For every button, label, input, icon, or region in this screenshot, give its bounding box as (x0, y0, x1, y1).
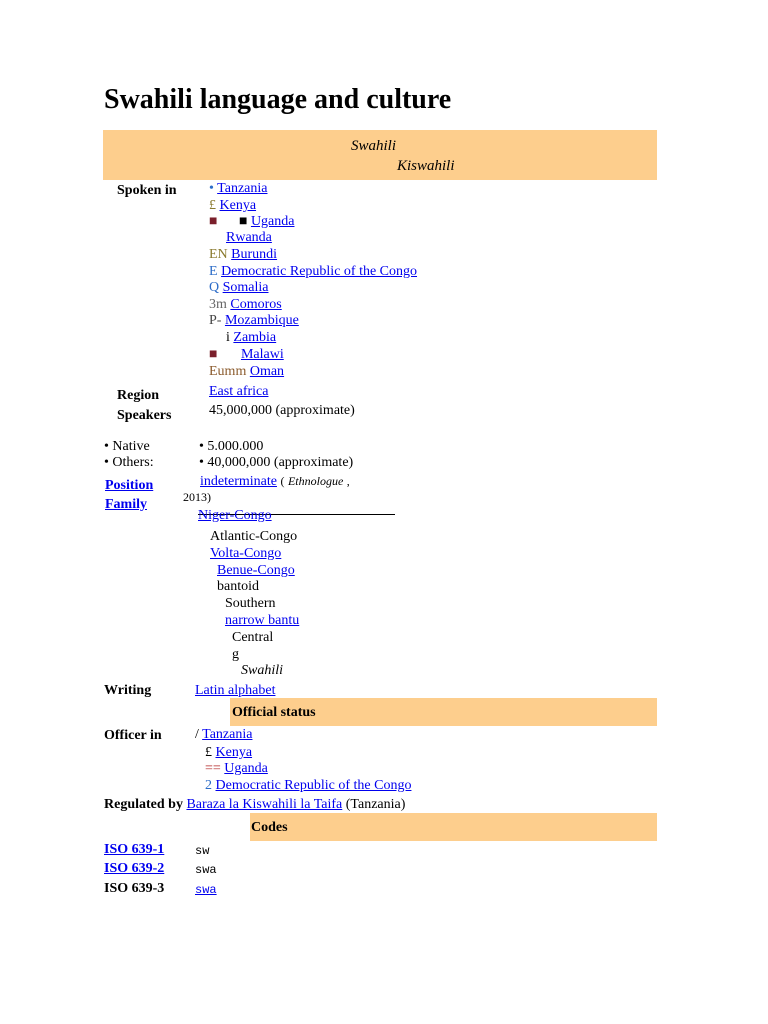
country-row (209, 314, 299, 328)
iso-639-1-link[interactable]: ISO 639-1 (104, 842, 165, 857)
family-clip (198, 508, 395, 523)
family-link-benue-congo[interactable]: Benue-Congo (217, 563, 295, 578)
country-row (209, 182, 267, 196)
family-node-swahili: Swahili (241, 663, 284, 678)
family-link-narrow-bantu[interactable]: narrow bantu (225, 613, 300, 628)
family-label-link[interactable]: Family (105, 497, 147, 512)
country-link-mozambique[interactable]: Mozambique (224, 313, 299, 328)
iso-639-2-value: swa (195, 863, 217, 877)
flag-icon: EN (209, 247, 228, 262)
codes-band (250, 813, 657, 841)
family-link-niger-congo[interactable]: Niger-Congo (198, 508, 272, 523)
language-name: Swahili (351, 138, 397, 154)
country-link-burundi[interactable]: Burundi (231, 247, 278, 262)
country-row (226, 231, 272, 245)
iso-639-3-link[interactable]: swa (195, 883, 217, 897)
flag-icon: / (195, 727, 199, 742)
position-link[interactable]: indeterminate (200, 474, 277, 489)
position-year: 2013) (183, 490, 211, 504)
regulated-note: (Tanzania) (345, 797, 406, 812)
official-status-header: Official status (232, 705, 316, 720)
language-native-name: Kiswahili (397, 158, 455, 174)
country-row (209, 281, 269, 295)
writing-label: Writing (104, 683, 152, 698)
country-link-uganda[interactable]: Uganda (250, 214, 295, 229)
native-label: • Native (104, 439, 150, 454)
position-source-close: , (346, 474, 350, 488)
official-link-drc[interactable]: Democratic Republic of the Congo (215, 778, 412, 793)
family-node: Central (232, 630, 274, 645)
officer-in-label: Officer in (104, 728, 162, 743)
iso-639-1-value: sw (195, 844, 210, 858)
family-node: Southern (225, 596, 276, 611)
flag-icon: ■ (209, 347, 218, 362)
flag-icon: £ (209, 198, 216, 213)
iso-639-3-label: ISO 639-3 (104, 881, 165, 896)
position-label-link[interactable]: Position (105, 478, 154, 493)
family-node: g (232, 647, 239, 662)
regulated-row (104, 798, 405, 812)
country-link-kenya[interactable]: Kenya (219, 198, 257, 213)
writing-link[interactable]: Latin alphabet (195, 683, 276, 698)
family-link-volta-congo[interactable]: Volta-Congo (210, 546, 282, 561)
bullet-marker: • (209, 181, 214, 196)
speakers-label: Speakers (117, 408, 172, 423)
official-country-row (205, 762, 268, 776)
official-link-kenya[interactable]: Kenya (215, 745, 253, 760)
native-value: • 5.000.000 (199, 439, 264, 454)
iso-639-2-link[interactable]: ISO 639-2 (104, 861, 165, 876)
official-country-row (205, 779, 411, 793)
country-link-drc[interactable]: Democratic Republic of the Congo (221, 264, 418, 279)
regulator-link[interactable]: Baraza la Kiswahili la Taifa (186, 797, 343, 812)
flag-icon: 2 (205, 778, 212, 793)
country-row (226, 331, 276, 345)
flag-icon: i (226, 330, 230, 345)
position-source-open: ( (280, 474, 285, 488)
country-row (209, 199, 256, 213)
country-link-tanzania[interactable]: Tanzania (217, 181, 268, 196)
country-row (209, 265, 417, 279)
flag-icon: Q (209, 280, 220, 295)
page-title: Swahili language and culture (104, 84, 452, 115)
official-link-uganda[interactable]: Uganda (224, 761, 268, 776)
country-row (209, 215, 294, 229)
country-link-zambia[interactable]: Zambia (233, 330, 277, 345)
spoken-in-label: Spoken in (117, 183, 177, 198)
flag-icon: P- (209, 313, 222, 328)
flag-icon: ■ (209, 214, 218, 229)
country-link-malawi[interactable]: Malawi (240, 347, 284, 362)
country-link-oman[interactable]: Oman (249, 364, 285, 379)
others-label: • Others: (104, 455, 154, 470)
flag-icon: ■ (238, 214, 248, 229)
speakers-value: 45,000,000 (approximate) (209, 403, 355, 418)
country-link-comoros[interactable]: Comoros (230, 297, 282, 312)
position-source: Ethnologue (287, 474, 344, 488)
country-link-rwanda[interactable]: Rwanda (226, 230, 272, 245)
flag-icon: E (209, 264, 218, 279)
flag-icon: == (205, 761, 221, 776)
official-country-row (205, 746, 252, 760)
flag-icon: 3m (209, 297, 227, 312)
flag-icon: Eumm (209, 364, 247, 379)
region-link[interactable]: East africa (209, 384, 269, 399)
region-label: Region (117, 388, 159, 403)
family-node: bantoid (217, 579, 259, 594)
flag-icon: £ (205, 745, 212, 760)
country-row (209, 348, 284, 362)
regulated-label: Regulated by (104, 797, 183, 812)
codes-header: Codes (251, 820, 288, 835)
country-row (209, 248, 277, 262)
official-country-row (195, 728, 252, 742)
others-value: • 40,000,000 (approximate) (199, 455, 354, 470)
country-row (209, 365, 284, 379)
official-link-tanzania[interactable]: Tanzania (202, 727, 253, 742)
country-link-somalia[interactable]: Somalia (222, 280, 269, 295)
family-node: Atlantic-Congo (210, 529, 298, 544)
country-row (209, 298, 282, 312)
position-value (200, 475, 350, 489)
